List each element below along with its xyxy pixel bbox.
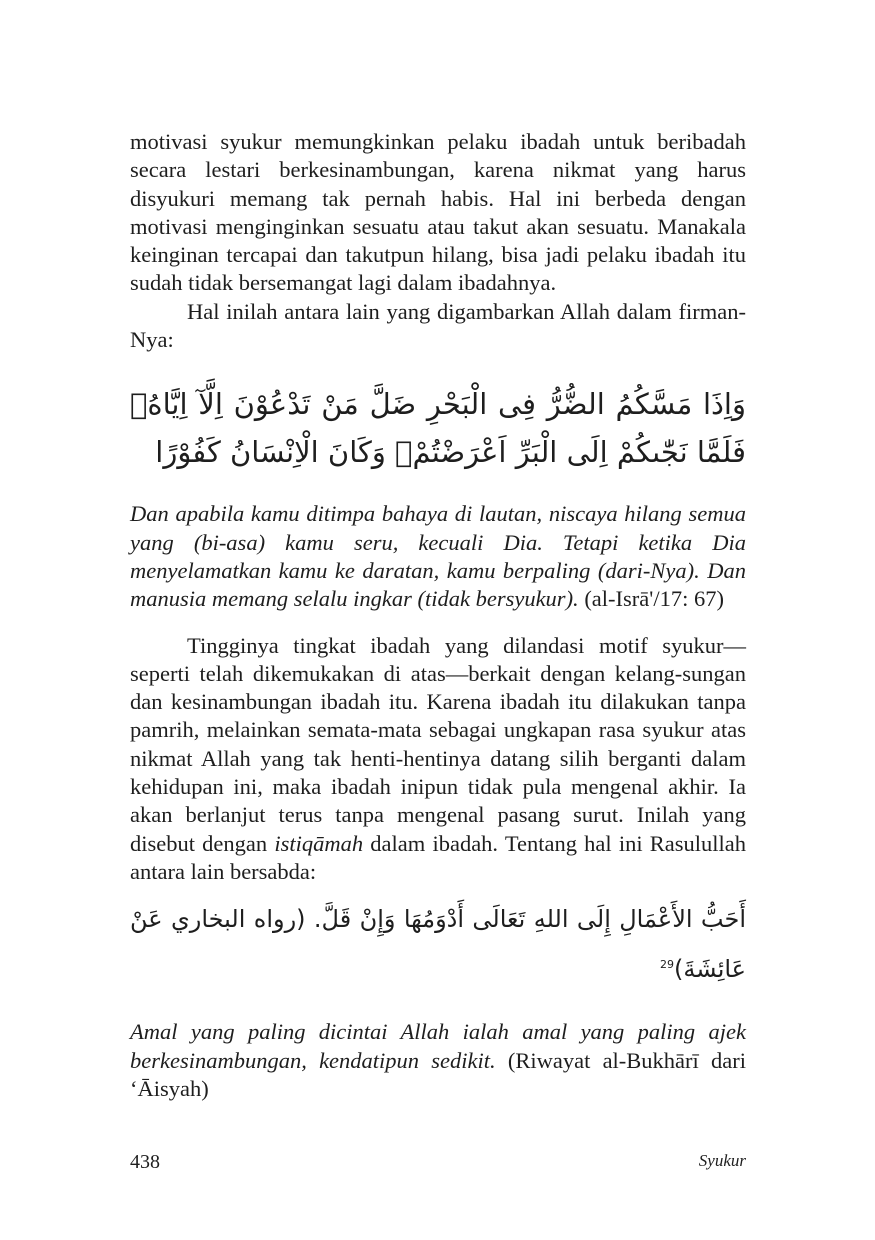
verse-translation-text: Dan apabila kamu ditimpa bahaya di lautan, niscaya hilang semua yang (bi-asa) kamu seru, kecuali Dia. Tetapi ketika Dia menyelamatkan kamu ke daratan, kamu berpaling (dari-Nya). Dan manusia memang selalu ingkar (tidak bersyukur). xyxy=(130,501,746,612)
page-content xyxy=(130,128,746,1103)
page-number: 438 xyxy=(130,1151,160,1173)
term-istiqamah: istiqāmah xyxy=(274,830,364,856)
paragraph-1b: Hal inilah antara lain yang digambarkan Allah dalam firman-Nya: xyxy=(130,298,746,353)
page-footer xyxy=(130,1151,746,1174)
verse-translation xyxy=(130,500,746,613)
hadith-translation-text: Amal yang paling dicintai Allah ialah amal yang paling ajek berkesinambungan, kendatipun sedikit. xyxy=(130,1019,746,1073)
running-head: Syukur xyxy=(698,1151,746,1170)
paragraph-2-part1: Tingginya tingkat ibadah yang dilandasi motif syukur—seperti telah dikemukakan di atas—berkait dengan kelang-sungan dan kesinambungan ibadah itu. Karena ibadah itu dilakukan tanpa pamrih, melainkan semata-mata sebagai ungkapan rasa syukur atas nikmat Allah yang tak henti-hentinya datang silih berganti dalam kehidupan ini, maka ibadah inipun tidak pula mengenal akhir. Ia akan berlanjut terus tanpa mengenal pasang surut. Inilah yang disebut dengan xyxy=(130,632,746,856)
hadith-translation xyxy=(130,1018,746,1103)
quran-verse-arabic: وَاِذَا مَسَّكُمُ الضُّرُّ فِى الْبَحْرِ ضَلَّ مَنْ تَدْعُوْنَ اِلَّآ اِيَّاهُۚ فَلَمَّا نَجّٰىكُمْ اِلَى الْبَرِّ اَعْرَضْتُمْۗ وَكَانَ الْاِنْسَانُ كَفُوْرًا xyxy=(130,387,746,470)
hadith-reference: (Riwayat al-Bukhārī dari ‘Āisyah) xyxy=(130,1047,746,1101)
hadith-arabic xyxy=(130,896,746,992)
hadith-arabic-text: أَحَبُّ الأَعْمَالِ إِلَى اللهِ تَعَالَى أَدْوَمُهَا وَإِنْ قَلَّ. (رواه البخاري عَنْ عَائِشَةَ) xyxy=(130,905,746,984)
paragraph-2 xyxy=(130,632,746,887)
paragraph-2-part2: dalam ibadah. Tentang hal ini Rasulullah antara lain bersabda: xyxy=(130,830,747,884)
footnote-marker: 29 xyxy=(660,958,675,972)
verse-reference: (al-Isrā'/17: 67) xyxy=(578,586,724,612)
paragraph-1: motivasi syukur memungkinkan pelaku ibadah untuk beribadah secara lestari berkesinambungan, karena nikmat yang harus disyukuri memang tak pernah habis. Hal ini berbeda dengan motivasi menginginkan sesuatu atau takut akan sesuatu. Manakala keinginan tercapai dan takutpun hilang, bisa jadi pelaku ibadah itu sudah tidak bersemangat lagi dalam ibadahnya. xyxy=(130,129,746,296)
